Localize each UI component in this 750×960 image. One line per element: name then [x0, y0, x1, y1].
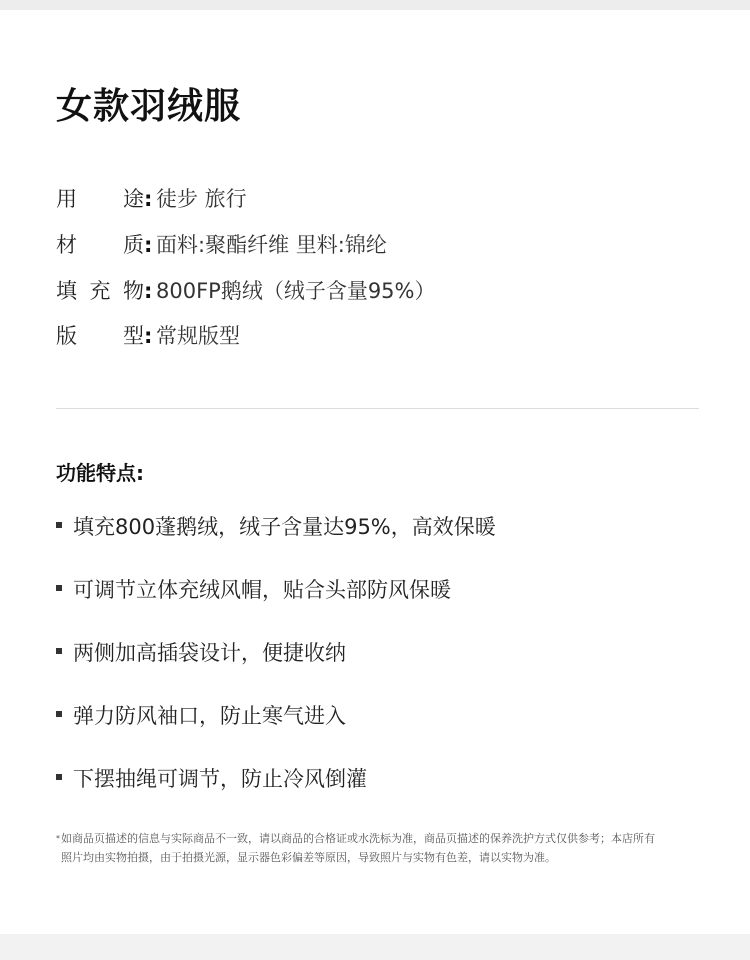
- spec-row-material: 材 质 : 面料:聚酯纤维 里料:锦纶: [56, 233, 387, 257]
- page-title: 女款羽绒服: [56, 86, 242, 127]
- spec-value: 徒步 旅行: [156, 187, 247, 211]
- features-heading: 功能特点:: [56, 461, 144, 485]
- disclaimer-note: *如商品页描述的信息与实际商品不一致，请以商品的合格证或水洗标为准，商品页描述的保养洗护方式仅供参考；本店所有 照片均由实物拍摄，由于拍摄光源，显示器色彩偏差等原因，导致照片与实物有色差，请以实物为准。: [56, 832, 655, 864]
- feature-item: 两侧加高插袋设计，便捷收纳: [56, 637, 346, 667]
- spec-row-filling: 填 充 物 : 800FP鹅绒（绒子含量95%）: [56, 279, 436, 303]
- spec-value: 面料:聚酯纤维 里料:锦纶: [156, 233, 387, 257]
- spec-value: 常规版型: [156, 324, 240, 348]
- spec-row-fit: 版 型 : 常规版型: [56, 324, 240, 348]
- asterisk-mark: *: [56, 834, 60, 843]
- feature-item: 弹力防风袖口，防止寒气进入: [56, 700, 346, 730]
- spec-row-usage: 用 途 : 徒步 旅行: [56, 187, 247, 211]
- bullet-icon: [56, 648, 62, 654]
- bullet-icon: [56, 774, 62, 780]
- bullet-icon: [56, 711, 62, 717]
- top-band: [0, 0, 750, 10]
- feature-item: 可调节立体充绒风帽，贴合头部防风保暖: [56, 574, 451, 604]
- spec-label: 材 质: [56, 233, 144, 257]
- bullet-icon: [56, 585, 62, 591]
- spec-label: 填 充 物: [56, 279, 144, 303]
- spec-label: 用 途: [56, 187, 144, 211]
- spec-value: 800FP鹅绒（绒子含量95%）: [156, 279, 436, 303]
- feature-item: 下摆抽绳可调节，防止冷风倒灌: [56, 763, 367, 793]
- spec-label: 版 型: [56, 324, 144, 348]
- bottom-band: [0, 934, 750, 960]
- section-divider: [56, 408, 699, 409]
- feature-item: 填充800蓬鹅绒，绒子含量达95%，高效保暖: [56, 511, 496, 541]
- bullet-icon: [56, 522, 62, 528]
